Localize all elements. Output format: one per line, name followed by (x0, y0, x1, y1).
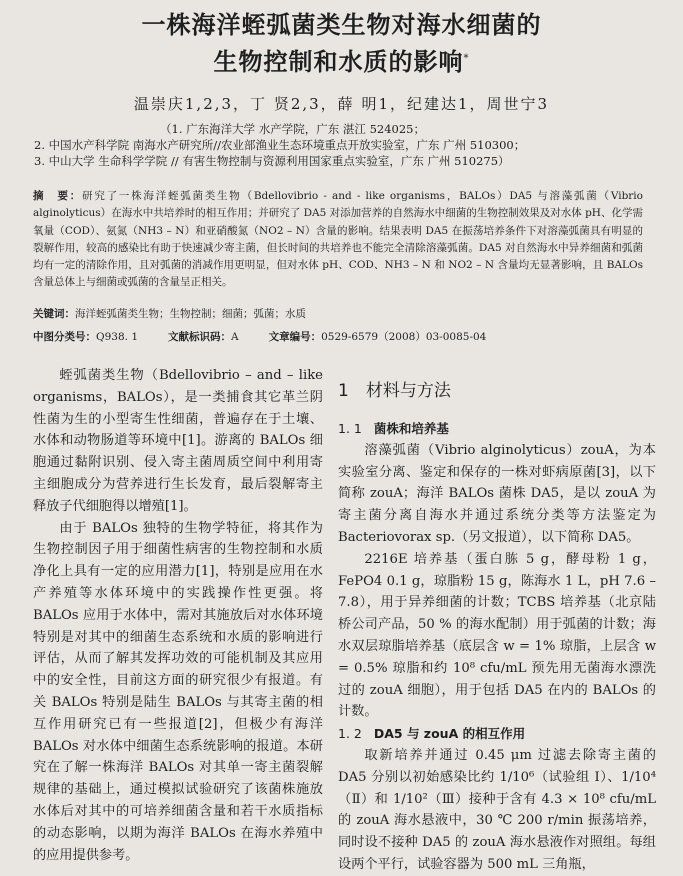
doc-code-label: 文献标识码： (168, 331, 232, 343)
article-no-label: 文章编号： (268, 331, 322, 343)
classification-line (33, 329, 486, 344)
abstract-text: 研究了一株海洋蛭弧菌类生物（Bdellovibrio - and - like organisms，BALOs）DA5 与溶藻弧菌（Vibrio alginolyticus）在海水中共培养时的相互作用；并研究了 DA5 对添加营养的自然海水中细菌的生物控制效果及对水体 pH、化学需氧量（COD）、氨氮（NH3 – N）和亚硝酸氮（NO2 – N）含量的影响。结果表明 DA5 在振荡培养条件下对溶藻弧菌具有明显的裂解作用，较高的感染比有助于快速减少寄主菌，但长时间的共培养也不能完全清除溶藻弧菌。DA5 对自然海水中异养细菌和弧菌均有一定的清除作用，且对弧菌的消减作用更明显，但对水体 pH、COD、NH3 – N 和 NO2 – N 含量均无显著影响，且 BALOs 含量总体上与细菌或弧菌的含量呈正相关。 (33, 190, 643, 289)
doc-code-value: A (231, 331, 239, 343)
title-line-2 (0, 44, 683, 77)
interaction-paragraph: 取新培养并通过 0.45 μm 过滤去除寄主菌的 DA5 分别以初始感染比约 1/10⁶（试验组 Ⅰ）、1/10⁴（Ⅱ）和 1/10²（Ⅲ）接种于含有 4.3 × 10⁸ cfu/mL 的 zouA 海水悬液中，30 ℃ 200 r/min 振荡培养，同时设不接种 DA5 的 zouA 海水悬液作对照组。每组设两个平行，试验容器为 500 mL 三角瓶， (338, 747, 656, 872)
intro-paragraph-1: 蛭弧菌类生物（Bdellovibrio – and – like organisms，BALOs），是一类捕食其它革兰阴性菌为生的小型寄生性细菌，普遍存在于土壤、水体和动物肠道等环境中[1]。游离的 BALOs 细胞通过黏附识别、侵入寄主菌周质空间中利用寄主细胞成分为营养进行生长发育，最后裂解寄主释放子代细胞得以增殖[1]。 (33, 368, 323, 514)
subsection-1-1-number: 1. 1 (338, 421, 362, 436)
title-footnote-mark: * (463, 53, 470, 64)
keywords-text: 海洋蛭弧菌类生物；生物控制；细菌；弧菌；水质 (75, 308, 306, 320)
keywords (33, 306, 643, 321)
intro-paragraph-2: 由于 BALOs 独特的生物学特征，将其作为生物控制因子用于细菌性病害的生物控制和水质净化上具有一定的应用潜力[1]，特别是应用在水产养殖等水体环境中的实践操作性更强。将 BALOs 应用于水体中，需对其施放后对水体环境特别是对其中的细菌生态系统和水质的影响进行评估，从而了解其发挥功效的可能机制及其应用中的安全性，目前这方面的研究很少有报道。有关 BALOs 特别是陆生 BALOs 与其寄主菌的相互作用研究已有一些报道[2]，但极少有海洋 BALOs 对水体中细菌生态系统影响的报道。本研究在了解一株海洋 BALOs 对其单一寄主菌裂解规律的基础上，通过模拟试验研究了该菌株施放水体后对其中的可培养细菌含量和若干水质指标的动态影响，以期为海洋 BALOs 在海水养殖中的应用提供参考。 (33, 520, 323, 863)
subsection-1-1 (338, 418, 656, 440)
strains-paragraph: 溶藻弧菌（Vibrio alginolyticus）zouA，为本实验室分离、鉴定和保存的一株对虾病原菌[3]，以下简称 zouA；海洋 BALOs 菌株 DA5，是以 zouA 为寄主菌分离自海水并通过系统分类等方法鉴定为 Bacteriovorax sp.（另文报道），以下简称 DA5。 (338, 442, 656, 545)
title-line-1: 一株海洋蛭弧菌类生物对海水细菌的 (141, 10, 542, 39)
section-heading-methods: 1 材料与方法 (338, 381, 451, 401)
affiliation-3: 3. 中山大学 生命科学学院 // 有害生物控制与资源利用国家重点实验室，广东 广州 510275） (34, 154, 510, 168)
subsection-1-2-number: 1. 2 (338, 726, 362, 742)
right-column (338, 418, 656, 876)
abstract-label: 摘 要： (33, 190, 83, 202)
media-paragraph: 2216E 培养基（蛋白胨 5 g，酵母粉 1 g，FePO4 0.1 g，琼脂粉 15 g，陈海水 1 L，pH 7.6 – 7.8），用于异养细菌的计数；TCBS 培养基（北京陆桥公司产品，50 % 的海水配制）用于弧菌的计数；海水双层琼脂培养基（底层含 w = 1% 琼脂，上层含 w = 0.5% 琼脂和约 10⁸ cfu/mL 预先用无菌海水漂洗过的 zouA 细胞），用于包括 DA5 在内的 BALOs 的计数。 (338, 551, 656, 720)
keywords-label: 关键词： (33, 308, 75, 320)
subsection-1-2 (338, 723, 656, 745)
title-line-2-text: 生物控制和水质的影响 (213, 47, 464, 76)
abstract (33, 188, 643, 292)
article-no-value: 0529-6579（2008）03-0085-04 (321, 331, 487, 343)
subsection-1-2-title: DA5 与 zouA 的相互作用 (373, 726, 526, 742)
cls-value: Q938. 1 (96, 331, 139, 343)
subsection-1-1-title: 菌株和培养基 (373, 421, 449, 436)
affiliation-1: （1. 广东海洋大学 水产学院，广东 湛江 524025； (160, 122, 425, 136)
left-column (33, 365, 323, 866)
authors: 温崇庆1,2,3，丁 贤2,3，薛 明1，纪建达1，周世宁3 (133, 95, 550, 113)
affiliation-2: 2. 中国水产科学院 南海水产研究所//农业部渔业生态环境重点开放实验室，广东 广州 510300； (34, 138, 526, 152)
cls-label: 中图分类号： (33, 331, 96, 343)
